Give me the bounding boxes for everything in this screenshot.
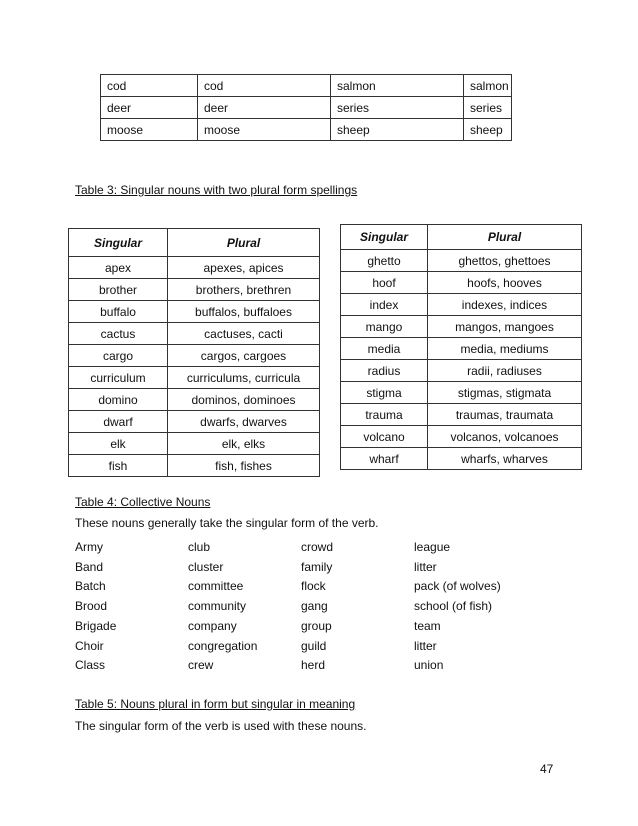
plural-cell: hoofs, hooves [428,272,582,294]
plural-cell: fish, fishes [168,455,320,477]
collective-noun: Choir [75,638,104,653]
table5-caption: Table 5: Nouns plural in form but singular in meaning [75,697,356,711]
table-cell: deer [198,97,331,119]
table-cell: sheep [331,119,464,141]
plural-cell: radii, radiuses [428,360,582,382]
collective-noun: litter [414,559,437,574]
collective-noun: crowd [301,540,334,554]
table-row [69,433,320,455]
table-row [69,257,320,279]
singular-cell: stigma [341,382,428,404]
table3-caption: Table 3: Singular nouns with two plural form spellings [75,183,358,197]
table-row [69,367,320,389]
collective-noun: Batch [75,579,106,594]
plural-cell: dominos, dominoes [168,389,320,411]
table-cell: cod [101,75,198,97]
table-row [341,404,582,426]
singular-cell: index [341,294,428,316]
singular-cell: cargo [69,345,168,367]
singular-cell: fish [69,455,168,477]
page-number: 47 [540,762,554,776]
table3-right [340,224,582,470]
table-cell: moose [198,119,331,141]
table-row [69,279,320,301]
plural-cell: stigmas, stigmata [428,382,582,404]
singular-cell: mango [341,316,428,338]
singular-cell: ghetto [341,250,428,272]
header-plural: Plural [168,229,320,257]
table-row [341,448,582,470]
table-row [69,345,320,367]
table-cell: moose [101,119,198,141]
collective-noun: Brigade [75,618,117,633]
table-row [341,382,582,404]
plural-cell: mangos, mangoes [428,316,582,338]
table-cell: cod [198,75,331,97]
collective-noun: litter [414,638,437,653]
collective-noun: Brood [75,599,108,614]
singular-cell: elk [69,433,168,455]
singular-cell: hoof [341,272,428,294]
table-row [341,250,582,272]
plural-cell: dwarfs, dwarves [168,411,320,433]
collective-noun: community [188,599,247,614]
singular-cell: wharf [341,448,428,470]
header-plural: Plural [428,225,582,250]
table-row [341,316,582,338]
collective-noun: school (of fish) [414,599,493,614]
collective-noun: group [301,618,332,633]
list-item [75,619,555,638]
plural-cell: cactuses, cacti [168,323,320,345]
singular-cell: curriculum [69,367,168,389]
singular-cell: domino [69,389,168,411]
collective-noun: company [188,618,237,633]
collective-noun: guild [301,638,327,653]
singular-cell: trauma [341,404,428,426]
plural-cell: traumas, traumata [428,404,582,426]
plural-cell: brothers, brethren [168,279,320,301]
list-item [75,560,555,579]
collective-noun: Army [75,540,103,554]
collective-noun: family [301,559,333,574]
list-item [75,658,555,677]
table-cell: sheep [464,119,512,141]
table3-left [68,228,320,477]
plural-cell: media, mediums [428,338,582,360]
table-row [69,411,320,433]
singular-cell: buffalo [69,301,168,323]
table-row [341,338,582,360]
table-row [101,75,512,97]
table4-note: These nouns generally take the singular form of the verb. [75,516,379,530]
table-row [69,323,320,345]
plural-cell: volcanos, volcanoes [428,426,582,448]
plural-cell: wharfs, wharves [428,448,582,470]
table-row [341,360,582,382]
collective-noun: union [414,658,444,673]
singular-cell: dwarf [69,411,168,433]
collective-noun: committee [188,579,244,594]
table-row [69,455,320,477]
table-row [341,272,582,294]
table-row [341,294,582,316]
plural-cell: buffalos, buffaloes [168,301,320,323]
collective-noun: Class [75,658,106,673]
table-row [101,97,512,119]
plural-cell: apexes, apices [168,257,320,279]
plural-cell: cargos, cargoes [168,345,320,367]
collective-noun: pack (of wolves) [414,579,501,594]
singular-cell: volcano [341,426,428,448]
collective-noun: gang [301,599,328,614]
table-cell: salmon [464,75,512,97]
table4-caption: Table 4: Collective Nouns [75,495,211,509]
collective-noun: club [188,540,211,554]
plural-cell: elk, elks [168,433,320,455]
singular-cell: cactus [69,323,168,345]
plural-cell: ghettos, ghettoes [428,250,582,272]
table-row [69,389,320,411]
top-table [100,74,512,141]
list-item [75,579,555,598]
table-row [101,119,512,141]
header-singular: Singular [69,229,168,257]
collective-noun: cluster [188,559,224,574]
list-item [75,540,555,559]
collective-noun: Band [75,559,104,574]
singular-cell: media [341,338,428,360]
collective-noun: league [414,540,451,554]
collective-noun: crew [188,658,214,673]
table-cell: deer [101,97,198,119]
table-cell: series [464,97,512,119]
collective-noun: congregation [188,638,258,653]
singular-cell: radius [341,360,428,382]
list-item [75,599,555,618]
singular-cell: brother [69,279,168,301]
plural-cell: indexes, indices [428,294,582,316]
table5-note: The singular form of the verb is used with these nouns. [75,719,367,733]
list-item [75,639,555,658]
plural-cell: curriculums, curricula [168,367,320,389]
singular-cell: apex [69,257,168,279]
collective-noun: flock [301,579,326,594]
table-row [69,301,320,323]
table-row [341,426,582,448]
table-cell: series [331,97,464,119]
collective-noun: team [414,618,441,633]
header-singular: Singular [341,225,428,250]
collective-noun: herd [301,658,326,673]
table-cell: salmon [331,75,464,97]
